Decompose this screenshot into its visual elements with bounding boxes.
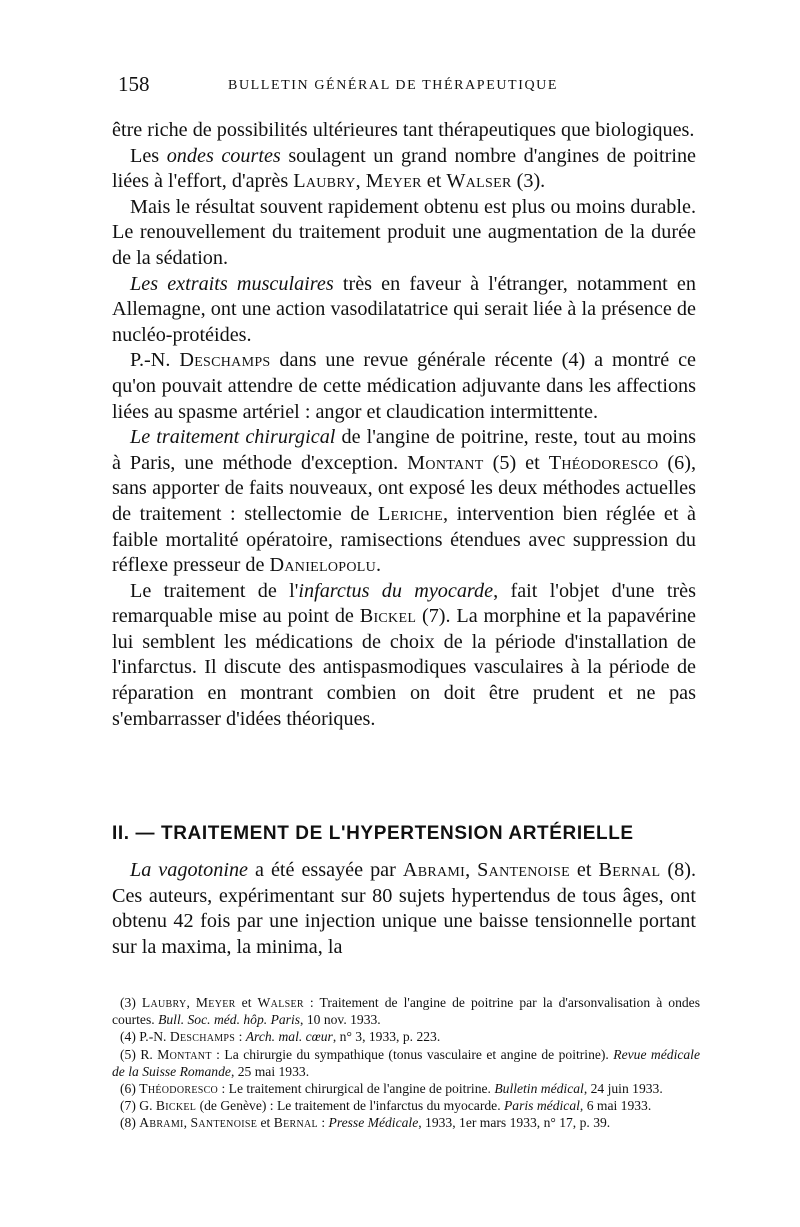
- text-run: .: [376, 554, 382, 577]
- footnote-number: (7): [120, 1098, 140, 1114]
- author-name: Montant: [407, 451, 484, 474]
- author-name: Meyer: [365, 170, 422, 193]
- text-run: , intervention bien réglée et à faible mortalité opératoire, ramisections étendues avec suppression du réflexe presseur de: [112, 502, 697, 577]
- author-name: Santenoise: [477, 859, 570, 881]
- text-run: , 25 mai 1933.: [230, 1063, 310, 1079]
- author-name: Deschamps: [169, 1029, 236, 1045]
- paragraph-infarctus: [112, 579, 696, 733]
- text-run: et: [421, 170, 447, 193]
- text-run: R.: [140, 1046, 158, 1062]
- author-name: Bernal: [598, 859, 661, 881]
- text-run: : Le traitement chirurgical de l'angine de poitrine.: [218, 1081, 495, 1097]
- text-run: , 10 nov. 1933.: [300, 1012, 381, 1028]
- text-run: a été essayée par: [248, 859, 403, 881]
- text-run: soulagent un grand nombre d'angines de poitrine liées à l'effort, d'après: [112, 144, 697, 193]
- text-run: : Traitement de l'angine de poitrine par la d'arsonvalisation à ondes courtes.: [112, 995, 700, 1028]
- journal-title: Bull. Soc. méd. hôp. Paris: [158, 1012, 301, 1028]
- text-run: : La chirurgie du sympathique (tonus vasculaire et angine de poitrine).: [211, 1046, 614, 1062]
- author-name: Meyer: [195, 995, 236, 1010]
- text-run: :: [317, 1115, 329, 1131]
- emphasis: Le traitement chirurgical: [130, 426, 336, 449]
- paragraph-ondes-courtes: Les ondes courtes soulagent un grand nombre d'angines de poitrine liées à l'effort, d'après Laubry, Meyer et Walser (3).: [112, 144, 697, 193]
- paragraph-chirurgical: [112, 425, 696, 579]
- author-name: Abrami: [139, 1115, 184, 1131]
- text-run: P.-N.: [139, 1029, 170, 1045]
- author-name: Walser: [257, 995, 304, 1010]
- author-name: Théodoresco: [548, 451, 659, 474]
- journal-title: Arch. mal. cœur: [245, 1029, 333, 1045]
- paragraph-extraits: [112, 272, 696, 349]
- journal-title: Paris médical: [504, 1098, 580, 1114]
- text-run: de l'angine de poitrine, reste, tout au moins à Paris, une méthode d'exception.: [112, 426, 696, 474]
- author-name: Laubry: [141, 995, 187, 1010]
- journal-title: Revue médicale de la Suisse Romande: [112, 1046, 700, 1079]
- author-name: Bickel: [155, 1098, 197, 1114]
- text-run: , fait l'objet d'une très remarquable mise au point de: [112, 579, 696, 628]
- text-run: , 6 mai 1933.: [579, 1098, 652, 1114]
- author-name: Bernal: [273, 1115, 318, 1131]
- author-name: Deschamps: [179, 349, 271, 372]
- footnote-6: [112, 1080, 700, 1097]
- footnote-3: [112, 994, 700, 1028]
- paragraph-vagotonine: [112, 858, 696, 960]
- text-run: et: [235, 995, 258, 1010]
- main-text: [112, 118, 696, 732]
- text-run: ,: [465, 859, 478, 881]
- section-text: [112, 858, 696, 960]
- text-run: :: [235, 1029, 246, 1045]
- footnote-number: (5): [120, 1046, 141, 1062]
- text-run: (6), sans apporter de faits nouveaux, ont exposé les deux méthodes actuelles de traitement : stellectomie de: [112, 451, 696, 525]
- paragraph-resultat: Mais le résultat souvent rapidement obtenu est plus ou moins durable. Le renouvellement du traitement produit une augmentation de la durée de la sédation.: [112, 195, 696, 269]
- text-run: ,: [183, 1115, 191, 1131]
- section-heading: II. — TRAITEMENT DE L'HYPERTENSION ARTÉRIELLE: [112, 823, 634, 844]
- text-run: et: [257, 1115, 274, 1131]
- journal-title: Presse Médicale: [328, 1115, 419, 1131]
- text-run: , 24 juin 1933.: [583, 1081, 663, 1097]
- author-name: Montant: [157, 1046, 212, 1062]
- page-number: 158: [118, 72, 150, 96]
- text-run: , 1933, 1er mars 1933, n° 17, p. 39.: [418, 1115, 611, 1131]
- author-name: Abrami: [402, 859, 466, 881]
- page-header: [118, 72, 696, 102]
- emphasis: La vagotonine: [130, 859, 249, 881]
- author-name: Bickel: [359, 605, 417, 628]
- text-run: G.: [139, 1098, 156, 1114]
- author-name: Santenoise: [190, 1115, 258, 1131]
- text-run: (5) et: [483, 451, 549, 474]
- footnotes: [112, 994, 700, 1132]
- footnote-7: [112, 1097, 700, 1114]
- paragraph-continuation: être riche de possibilités ultérieures tant thérapeutiques que biologiques.: [112, 119, 695, 141]
- author-name: Laubry: [293, 170, 356, 193]
- footnote-4: [112, 1028, 700, 1045]
- emphasis: ondes courtes: [166, 144, 281, 167]
- author-name: Walser: [446, 170, 512, 193]
- emphasis: Les extraits musculaires: [130, 272, 334, 295]
- text-run: Le traitement de l': [130, 579, 299, 602]
- journal-title: Bulletin médical: [494, 1081, 584, 1097]
- paragraph-deschamps: [112, 348, 696, 425]
- text-run: très en faveur à l'étranger, notamment en Allemagne, ont une action vasodilatatrice qui serait liée à la présence de nucléo-protéides.: [112, 272, 696, 346]
- text-run: et: [569, 859, 599, 881]
- author-name: Danielopolu: [269, 554, 377, 577]
- running-title: BULLETIN GÉNÉRAL DE THÉRAPEUTIQUE: [228, 78, 559, 93]
- text-run: ,: [186, 995, 196, 1010]
- footnote-number: (8): [120, 1115, 140, 1131]
- text-run: , n° 3, 1933, p. 223.: [332, 1029, 441, 1045]
- text-run: dans une revue générale récente (4) a montré ce qu'on pouvait attendre de cette médication adjuvante dans les affections liées au spasme artériel : angor et claudication intermittente.: [112, 349, 696, 423]
- text-run: (de Genève) : Le traitement de l'infarctus du myocarde.: [196, 1098, 504, 1114]
- footnote-number: (6): [120, 1081, 140, 1097]
- footnote-number: (4): [120, 1029, 140, 1045]
- author-name: Leriche: [377, 502, 443, 525]
- text-run: P.-N.: [130, 349, 180, 372]
- footnote-5: [112, 1046, 700, 1080]
- text-run: ,: [355, 170, 366, 193]
- text-run: (8). Ces auteurs, expérimentant sur 80 sujets hypertendus de tous âges, ont obtenu 42 fois par une injection unique une baisse tensionnelle portant sur la maxima, la minima, la: [112, 859, 696, 958]
- text-run: (7). La morphine et la papavérine lui semblent les médications de choix de la période d'installation de l'infarctus. Il discute des antispasmodiques vasculaires à la période de réparation en montrant combien on doit être prudent et ne pas s'embarrasser d'idées théoriques.: [112, 605, 696, 730]
- text-run: (3).: [511, 170, 546, 193]
- footnote-8: [112, 1114, 700, 1131]
- author-name: Théodoresco: [139, 1081, 219, 1097]
- emphasis: infarctus du myocarde: [298, 579, 494, 602]
- footnote-number: (3): [120, 995, 142, 1010]
